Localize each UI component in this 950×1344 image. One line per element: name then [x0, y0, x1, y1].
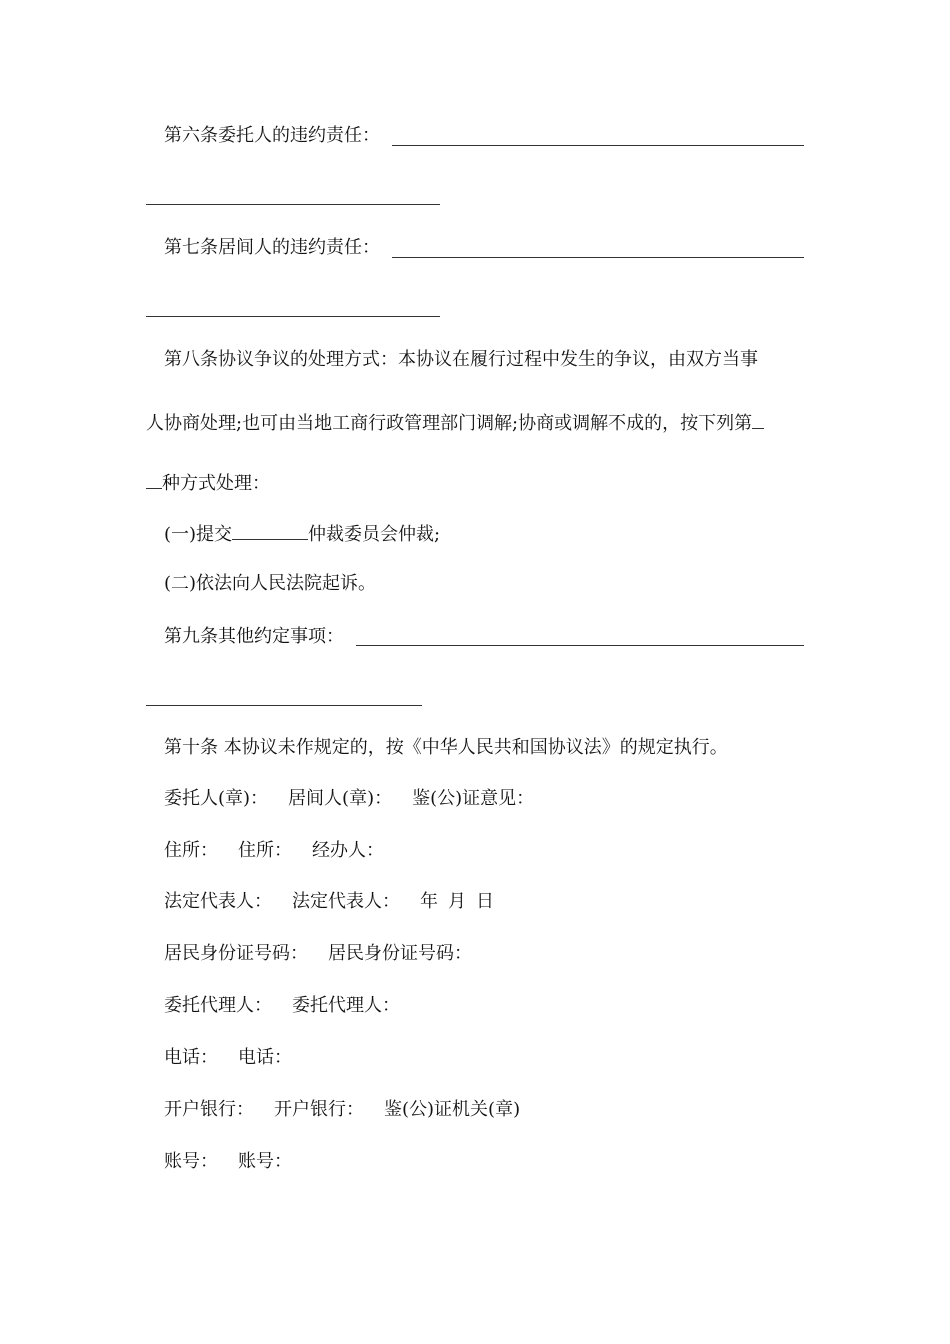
principal-phone-label: 电话： [164, 1047, 218, 1068]
option-1-prefix: (一)提交 [164, 524, 233, 545]
signature-row-4 [164, 942, 472, 966]
article-8-line-3-text: 种方式处理： [162, 473, 270, 494]
article-6-blank-continuation [146, 204, 440, 205]
principal-legal-rep-label: 法定代表人： [164, 891, 272, 912]
intermediary-phone-label: 电话： [238, 1047, 292, 1068]
handler-label: 经办人： [312, 840, 384, 861]
intermediary-bank-label: 开户银行： [274, 1099, 364, 1120]
signature-row-7 [164, 1098, 520, 1122]
article-8-option-blank [752, 410, 764, 429]
arbitration-commission-blank [232, 521, 308, 540]
date-month-label: 月 [448, 891, 466, 912]
principal-bank-label: 开户银行： [164, 1099, 254, 1120]
principal-account-label: 账号： [164, 1151, 218, 1172]
signature-row-5 [164, 994, 400, 1018]
signature-row-3 [164, 890, 494, 914]
article-7-blank [392, 257, 804, 258]
article-7-label: 第七条居间人的违约责任： [164, 237, 380, 258]
signature-row-8 [164, 1150, 292, 1174]
intermediary-address-label: 住所： [238, 840, 292, 861]
intermediary-agent-label: 委托代理人： [292, 995, 400, 1016]
article-9-blank [356, 645, 804, 646]
notarization-authority-seal-label: 鉴(公)证机关(章) [384, 1099, 521, 1120]
signature-row-1 [164, 787, 534, 811]
date-day-label: 日 [476, 891, 494, 912]
notarization-opinion-label: 鉴(公)证意见： [412, 788, 535, 809]
article-8-line-2-text: 人协商处理;也可由当地工商行政管理部门调解;协商或调解不成的，按下列第 [146, 413, 753, 434]
article-7-blank-continuation [146, 316, 440, 317]
option-1 [164, 521, 440, 547]
article-8-line-3 [146, 470, 270, 496]
signature-row-6 [164, 1046, 292, 1070]
principal-seal-label: 委托人(章)： [164, 788, 269, 809]
article-10: 第十条 本协议未作规定的，按《中华人民共和国协议法》的规定执行。 [164, 737, 728, 758]
intermediary-legal-rep-label: 法定代表人： [292, 891, 400, 912]
intermediary-seal-label: 居间人(章)： [288, 788, 393, 809]
intermediary-id-label: 居民身份证号码： [328, 943, 472, 964]
signature-row-2 [164, 839, 384, 863]
article-8-line-1: 第八条协议争议的处理方式：本协议在履行过程中发生的争议，由双方当事 [164, 349, 758, 370]
article-9-blank-continuation [146, 705, 422, 706]
intermediary-account-label: 账号： [238, 1151, 292, 1172]
option-2: (二)依法向人民法院起诉。 [164, 573, 377, 594]
date-year-label: 年 [420, 891, 438, 912]
article-8-line-2 [146, 410, 764, 436]
principal-address-label: 住所： [164, 840, 218, 861]
article-6-blank [392, 145, 804, 146]
principal-agent-label: 委托代理人： [164, 995, 272, 1016]
option-1-suffix: 仲裁委员会仲裁; [308, 524, 441, 545]
article-6-label: 第六条委托人的违约责任： [164, 125, 380, 146]
article-9-label: 第九条其他约定事项： [164, 626, 344, 647]
article-8-option-blank-continuation [146, 470, 162, 489]
principal-id-label: 居民身份证号码： [164, 943, 308, 964]
